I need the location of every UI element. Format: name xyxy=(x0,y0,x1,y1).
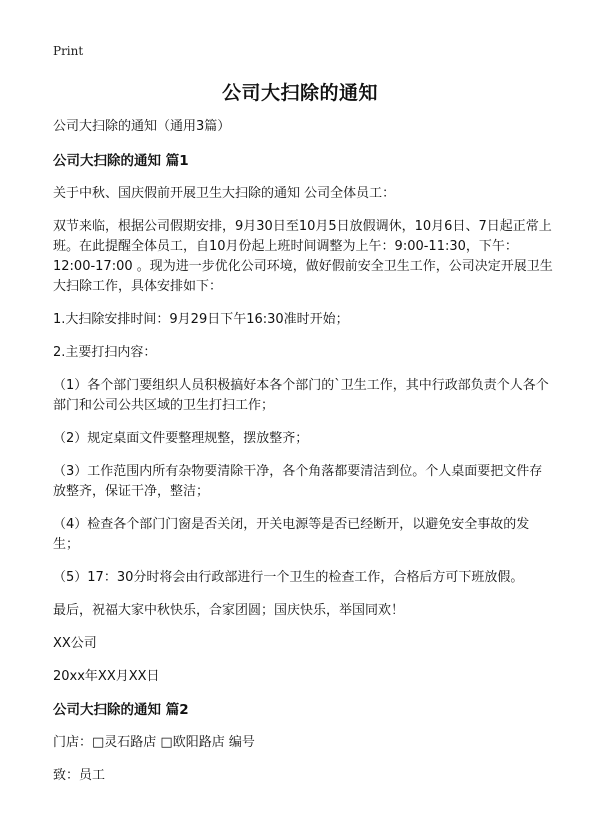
document-subtitle: 公司大扫除的通知（通用3篇） xyxy=(53,119,231,134)
paragraph-intro: 关于中秋、国庆假前开展卫生大扫除的通知 公司全体员工： xyxy=(53,186,396,201)
page-title: 公司大扫除的通知 xyxy=(221,82,378,104)
paragraph-item-1: 1.大扫除安排时间：9月29日下午16:30准时开始； xyxy=(53,312,349,327)
paragraph-closing: 最后，祝福大家中秋快乐，合家团圆；国庆快乐，举国同欢！ xyxy=(53,603,405,618)
section-heading-1: 公司大扫除的通知 篇1 xyxy=(53,153,189,169)
paragraph-sub-1: （1）各个部门要组织人员积极搞好本各个部门的`卫生工作，其中行政部负责个人各个部门和公司公共区域的卫生打扫工作； xyxy=(53,378,549,413)
signature-date: 20xx年XX月XX日 xyxy=(53,669,160,684)
paragraph-sub-4: （4）检查各个部门门窗是否关闭，开关电源等是否已经断开，以避免安全事故的发生； xyxy=(53,517,530,552)
section-heading-2: 公司大扫除的通知 篇2 xyxy=(53,702,189,718)
paragraph-sub-2: （2）规定桌面文件要整理规整，摆放整齐； xyxy=(53,431,309,446)
paragraph-store: 门店：□灵石路店 □欧阳路店 编号 xyxy=(53,735,255,750)
paragraph-sub-3: （3）工作范围内所有杂物要清除干净，各个角落都要清洁到位。个人桌面要把文件存放整齐，保证干净，整洁； xyxy=(53,464,543,499)
print-link[interactable]: Print xyxy=(53,44,84,58)
paragraph-sub-5: （5）17：30分时将会由行政部进行一个卫生的检查工作，合格后方可下班放假。 xyxy=(53,570,524,585)
paragraph-recipient: 致：员工 xyxy=(53,768,106,783)
signature-company: XX公司 xyxy=(53,636,97,651)
paragraph-schedule: 双节来临，根据公司假期安排，9月30日至10月5日放假调休，10月6日、7日起正常上班。在此提醒全体员工，自10月份起上班时间调整为上午：9:00-11:30，下午：12:00-17:00 。现为进一步优化公司环境，做好假前安全卫生工作，公司决定开展卫生大扫除工作，具体安排如下： xyxy=(53,219,553,294)
document-body xyxy=(53,117,553,799)
paragraph-item-2: 2.主要打扫内容： xyxy=(53,345,157,360)
